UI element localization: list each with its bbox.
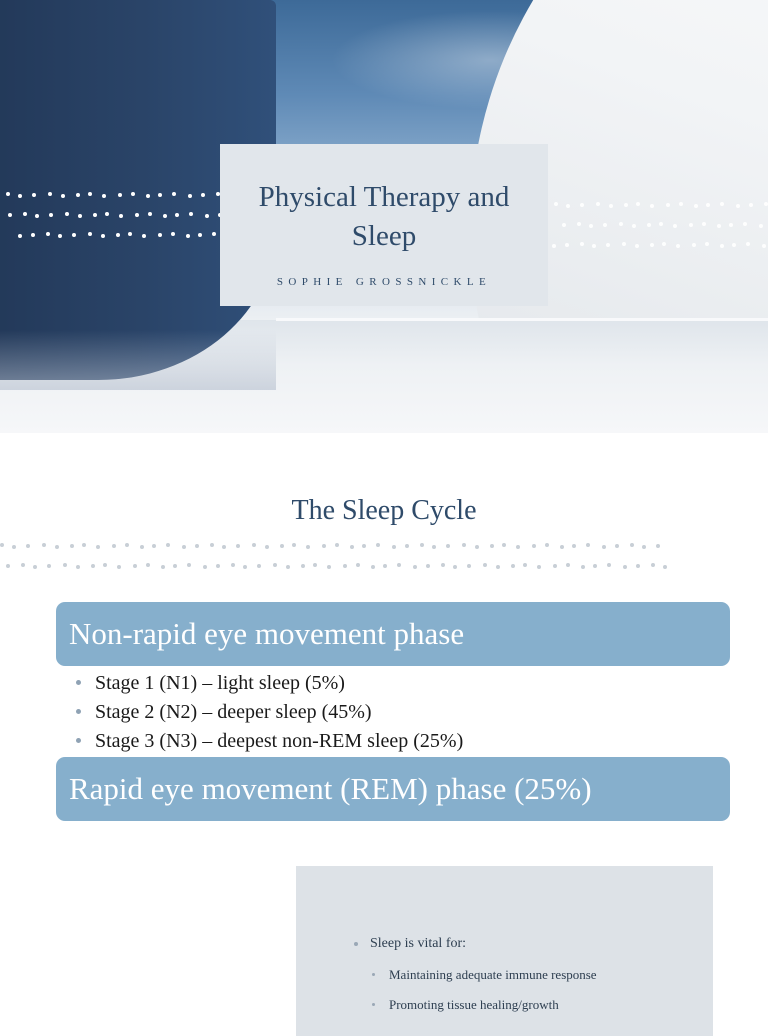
dot (446, 544, 450, 548)
dot (462, 543, 466, 547)
dot (49, 213, 53, 217)
list-item (76, 669, 463, 698)
dot (356, 563, 360, 567)
dot (65, 212, 69, 216)
dot (32, 193, 36, 197)
dot (483, 563, 487, 567)
dot (322, 544, 326, 548)
dot (212, 232, 216, 236)
dot (553, 564, 557, 568)
bullet-icon (372, 973, 375, 976)
dot (265, 545, 269, 549)
sleep-cycle-slide (0, 433, 768, 837)
dot (717, 224, 721, 228)
dot (607, 563, 611, 567)
dot (166, 543, 170, 547)
dot (31, 233, 35, 237)
dot (222, 545, 226, 549)
dot (335, 543, 339, 547)
title-card (220, 144, 548, 306)
dot (257, 564, 261, 568)
decorative-dots-right (552, 196, 768, 258)
dot (532, 544, 536, 548)
dot (101, 234, 105, 238)
dot (187, 563, 191, 567)
dot (420, 543, 424, 547)
dot (172, 192, 176, 196)
dot (650, 204, 654, 208)
dot (630, 543, 634, 547)
dot (663, 565, 667, 569)
dot (186, 234, 190, 238)
dot (133, 564, 137, 568)
dot (286, 565, 290, 569)
dot (759, 224, 763, 228)
dot (405, 544, 409, 548)
dot (117, 565, 121, 569)
dot (0, 543, 4, 547)
dot (596, 202, 600, 206)
dot (148, 212, 152, 216)
dot (552, 244, 556, 248)
dot (647, 223, 651, 227)
dot (171, 232, 175, 236)
dot (586, 543, 590, 547)
dot (554, 202, 558, 206)
dot (580, 203, 584, 207)
dot (158, 233, 162, 237)
dot (231, 563, 235, 567)
dot (188, 194, 192, 198)
dot (252, 543, 256, 547)
dot (350, 545, 354, 549)
dot (76, 193, 80, 197)
dot (636, 202, 640, 206)
list-item (372, 967, 597, 983)
dot (18, 194, 22, 198)
dot (61, 194, 65, 198)
wall-shadow (0, 330, 276, 390)
dot (636, 564, 640, 568)
item-1-text: Maintaining adequate immune response (389, 967, 597, 982)
dot (23, 212, 27, 216)
dot (694, 204, 698, 208)
dot (720, 244, 724, 248)
bullet-icon (354, 942, 358, 946)
dot (562, 223, 566, 227)
dot (565, 243, 569, 247)
dot (441, 563, 445, 567)
dot (490, 544, 494, 548)
dot (624, 203, 628, 207)
dot (140, 545, 144, 549)
dot (609, 204, 613, 208)
dot (128, 232, 132, 236)
dot (729, 223, 733, 227)
dot (606, 243, 610, 247)
dot (371, 565, 375, 569)
dot (516, 545, 520, 549)
dot (673, 224, 677, 228)
dot (55, 545, 59, 549)
dot (243, 565, 247, 569)
dot (103, 563, 107, 567)
dot (135, 213, 139, 217)
list-item (354, 936, 466, 952)
dot (743, 222, 747, 226)
dot (523, 563, 527, 567)
dot (72, 233, 76, 237)
dot (426, 564, 430, 568)
dot (589, 224, 593, 228)
dot (746, 242, 750, 246)
dot (125, 543, 129, 547)
nrem-phase-bar: Non-rapid eye movement phase (56, 602, 730, 666)
dot (720, 202, 724, 206)
dot (146, 563, 150, 567)
dot (201, 193, 205, 197)
dot (467, 564, 471, 568)
dot (119, 214, 123, 218)
dot (432, 545, 436, 549)
decorative-dots-left (6, 186, 220, 248)
dot (96, 545, 100, 549)
dot (635, 244, 639, 248)
dot (749, 203, 753, 207)
dot (656, 544, 660, 548)
dot (236, 544, 240, 548)
bullet-icon (76, 709, 81, 714)
dot (692, 243, 696, 247)
dot (182, 545, 186, 549)
dot (112, 544, 116, 548)
dot (622, 242, 626, 246)
dot (210, 543, 214, 547)
dot (6, 564, 10, 568)
dot (615, 544, 619, 548)
lead-text: Sleep is vital for: (370, 936, 467, 951)
dot (762, 244, 766, 248)
dot (203, 565, 207, 569)
stage-1-text: Stage 1 (N1) – light sleep (5%) (95, 672, 345, 694)
dot (343, 564, 347, 568)
dot (642, 545, 646, 549)
dot (580, 242, 584, 246)
dot (632, 224, 636, 228)
dot (47, 564, 51, 568)
dot (93, 213, 97, 217)
dot (82, 543, 86, 547)
dot (566, 563, 570, 567)
dot (736, 204, 740, 208)
dot (764, 202, 768, 206)
dot (666, 203, 670, 207)
dot (21, 563, 25, 567)
dot (577, 222, 581, 226)
dot (205, 214, 209, 218)
dot (301, 564, 305, 568)
dot (63, 563, 67, 567)
dot (545, 543, 549, 547)
dot (662, 242, 666, 246)
dot (511, 564, 515, 568)
dot (198, 233, 202, 237)
dot (42, 543, 46, 547)
dot (496, 565, 500, 569)
rem-phase-bar: Rapid eye movement (REM) phase (25%) (56, 757, 730, 821)
dot (502, 543, 506, 547)
dot (158, 193, 162, 197)
dot (619, 222, 623, 226)
dot (131, 192, 135, 196)
dot (581, 565, 585, 569)
dot (602, 545, 606, 549)
stage-3-text: Stage 3 (N3) – deepest non-REM sleep (25%) (95, 730, 464, 752)
dot (161, 565, 165, 569)
dot (146, 194, 150, 198)
floor-edge (276, 318, 768, 321)
presentation-title: Physical Therapy and Sleep (258, 181, 510, 252)
dot (306, 545, 310, 549)
dot (689, 223, 693, 227)
slide-title: The Sleep Cycle (291, 495, 477, 526)
dot (91, 564, 95, 568)
dot (216, 564, 220, 568)
dot (679, 202, 683, 206)
dot (603, 223, 607, 227)
stage-2-text: Stage 2 (N2) – deeper sleep (45%) (95, 701, 372, 723)
dot (592, 244, 596, 248)
dot (76, 565, 80, 569)
bullet-icon (372, 1003, 375, 1006)
dot (35, 214, 39, 218)
dot (12, 545, 16, 549)
dot (88, 192, 92, 196)
item-2-text: Promoting tissue healing/growth (389, 997, 559, 1012)
dot (105, 212, 109, 216)
dot (70, 544, 74, 548)
dot (48, 192, 52, 196)
dot (58, 234, 62, 238)
bullet-icon (76, 738, 81, 743)
dot (46, 232, 50, 236)
bullet-icon (76, 680, 81, 685)
dot (659, 222, 663, 226)
title-slide (0, 0, 768, 433)
stage-list (76, 669, 463, 756)
dot (292, 543, 296, 547)
dot (78, 214, 82, 218)
dot (650, 243, 654, 247)
dot (173, 564, 177, 568)
dot (392, 545, 396, 549)
dot (189, 212, 193, 216)
author-name: SOPHIE GROSSNICKLE (276, 276, 492, 288)
dot (706, 203, 710, 207)
dot (6, 192, 10, 196)
dot (702, 222, 706, 226)
dot (102, 194, 106, 198)
sleep-importance-slide (0, 837, 768, 1024)
decorative-dots-divider (0, 537, 768, 577)
dot (26, 544, 30, 548)
dot (453, 565, 457, 569)
dot (152, 544, 156, 548)
dot (142, 234, 146, 238)
dot (273, 563, 277, 567)
dot (163, 214, 167, 218)
dot (118, 193, 122, 197)
dot (116, 233, 120, 237)
dot (732, 243, 736, 247)
dot (362, 544, 366, 548)
dot (280, 544, 284, 548)
dot (397, 563, 401, 567)
list-item (76, 727, 463, 756)
dot (175, 213, 179, 217)
dot (413, 565, 417, 569)
dot (18, 234, 22, 238)
dot (475, 545, 479, 549)
list-item (372, 997, 559, 1013)
dot (705, 242, 709, 246)
dot (593, 564, 597, 568)
content-panel (296, 866, 713, 1036)
dot (537, 565, 541, 569)
dot (195, 544, 199, 548)
dot (676, 244, 680, 248)
dot (33, 565, 37, 569)
dot (572, 544, 576, 548)
dot (560, 545, 564, 549)
dot (313, 563, 317, 567)
dot (623, 565, 627, 569)
dot (383, 564, 387, 568)
list-item (76, 698, 463, 727)
dot (8, 213, 12, 217)
dot (376, 543, 380, 547)
dot (327, 565, 331, 569)
dot (651, 563, 655, 567)
dot (88, 232, 92, 236)
dot (566, 204, 570, 208)
